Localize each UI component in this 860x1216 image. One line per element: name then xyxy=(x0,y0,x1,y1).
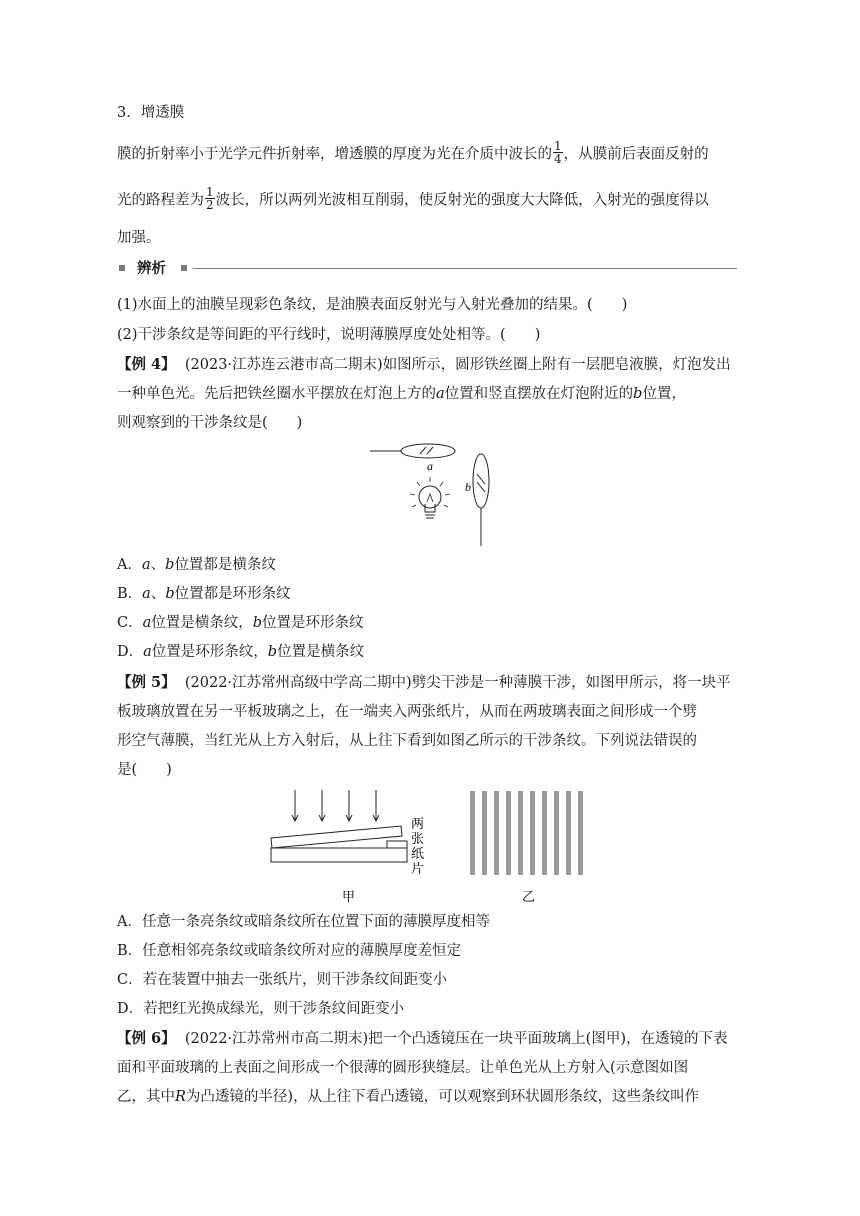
text: 为凸透镜的半径)，从上往下看凸透镜，可以观察到环状圆形条纹，这些条纹叫作 xyxy=(185,1089,700,1105)
incident-light-arrows xyxy=(292,790,379,821)
example-5-line-1 xyxy=(117,673,731,693)
paragraph-line-1 xyxy=(117,139,709,167)
text: 位置是环形条纹 xyxy=(262,615,364,631)
paper-slips xyxy=(387,841,407,848)
example-source: (2022·江苏常州高级中学高二期中) xyxy=(184,675,412,691)
square-bullet-icon xyxy=(119,265,125,271)
figure-yi-caption: 乙 xyxy=(522,890,536,905)
text: 位置都是环形条纹 xyxy=(174,586,291,602)
text: 位置， xyxy=(642,386,686,402)
divider xyxy=(193,268,737,269)
paragraph-line-3: 加强。 xyxy=(117,230,161,246)
variable: b xyxy=(165,586,175,602)
wedge-interference-figure xyxy=(265,786,605,908)
fringe-mark xyxy=(477,482,485,492)
label-a: a xyxy=(427,459,433,473)
variable: a xyxy=(141,557,151,573)
text: 位置是横条纹， xyxy=(151,615,253,631)
variable: b xyxy=(633,386,643,402)
text: 光的路程差为 xyxy=(117,192,204,209)
text: 、 xyxy=(150,586,166,602)
text: 位置是横条纹 xyxy=(277,644,365,660)
example-4-option-a xyxy=(117,555,276,575)
option-key: C． xyxy=(117,615,143,631)
text: ，从膜前后表面反射的 xyxy=(563,146,709,163)
text: 波长，所以两列光波相互削弱，使反射光的强度大大降低，入射光的强度得以 xyxy=(215,192,709,209)
fraction-one-quarter xyxy=(553,140,563,165)
paper-label-char: 片 xyxy=(411,862,425,877)
text: 位置和竖直摆放在灯泡附近的 xyxy=(444,386,634,402)
text: 膜的折射率小于光学元件折射率，增透膜的厚度为光在介质中波长的 xyxy=(117,146,552,163)
paragraph-line-2 xyxy=(117,185,709,213)
paper-label-char: 张 xyxy=(411,832,425,847)
variable: a xyxy=(142,615,152,631)
variable: a xyxy=(436,386,445,402)
option-key: B． xyxy=(117,586,143,602)
example-source: (2023·江苏连云港市高二期末) xyxy=(184,357,383,373)
example-source: (2022·江苏常州市高二期末) xyxy=(184,1031,369,1047)
example-4-line-1 xyxy=(117,355,731,375)
example-tag: 【例 4】 xyxy=(117,356,176,373)
example-5-option-b: B．任意相邻亮条纹或暗条纹所对应的薄膜厚度差恒定 xyxy=(117,943,462,959)
example-tag: 【例 6】 xyxy=(117,1030,176,1047)
example-5-line-3: 形空气薄膜，当红光从上方入射后，从上往下看到如图乙所示的干涉条纹。下列说法错误的 xyxy=(117,733,697,749)
example-5-option-c: C．若在装置中抽去一张纸片，则干涉条纹间距变小 xyxy=(117,972,448,988)
light-bulb-icon xyxy=(419,486,441,518)
figure-jia-caption: 甲 xyxy=(342,890,356,905)
text: 、 xyxy=(150,557,166,573)
fringe-mark xyxy=(420,447,426,454)
example-4-option-b xyxy=(117,584,291,604)
example-6-line-3 xyxy=(117,1087,699,1107)
variable: b xyxy=(165,557,175,573)
text: 把一个凸透镜压在一块平面玻璃上(图甲)，在透镜的下表 xyxy=(368,1031,728,1047)
fringe-mark xyxy=(477,474,485,484)
example-6-line-2: 面和平面玻璃的上表面之间形成一个很薄的圆形狭缝层。让单色光从上方射入(示意图如图 xyxy=(117,1060,689,1076)
fringe-mark xyxy=(427,447,433,454)
fraction-denominator: 4 xyxy=(554,152,562,166)
judge-item-1: (1)水面上的油膜呈现彩色条纹，是油膜表面反射光与入射光叠加的结果。( ) xyxy=(117,297,628,313)
wire-loop-a xyxy=(401,444,455,458)
soap-film-lamp-figure xyxy=(365,436,495,548)
judge-item-2: (2)干涉条纹是等间距的平行线时，说明薄膜厚度处处相等。( ) xyxy=(117,327,541,343)
variable: R xyxy=(175,1089,186,1105)
fraction-denominator: 2 xyxy=(206,198,214,212)
paper-label-char: 两 xyxy=(411,817,425,832)
fraction-one-half xyxy=(205,186,215,211)
variable: a xyxy=(143,644,152,660)
example-5-line-4: 是( ) xyxy=(117,762,172,778)
example-4-option-c xyxy=(117,613,364,633)
example-5-line-2: 板玻璃放置在另一平板玻璃之上，在一端夹入两张纸片，从而在两玻璃表面之间形成一个劈 xyxy=(117,704,697,720)
example-4-line-2 xyxy=(117,384,686,404)
example-6-line-1 xyxy=(117,1029,728,1049)
text: 乙，其中 xyxy=(117,1089,175,1105)
option-key: D． xyxy=(117,644,144,660)
bianxi-label: 辨析 xyxy=(137,260,166,277)
example-4-line-3: 则观察到的干涉条纹是( ) xyxy=(117,415,303,431)
bottom-glass-plate xyxy=(271,848,407,862)
variable: b xyxy=(252,615,263,631)
example-5-option-a: A．任意一条亮条纹或暗条纹所在位置下面的薄膜厚度相等 xyxy=(117,914,490,930)
fraction-numerator: 1 xyxy=(206,185,214,199)
top-glass-plate xyxy=(271,826,402,848)
example-4-option-d xyxy=(117,642,364,662)
example-tag: 【例 5】 xyxy=(117,674,176,691)
text: 如图所示，圆形铁丝圈上附有一层肥皂液膜，灯泡发出 xyxy=(382,357,731,373)
bianxi-header xyxy=(117,258,737,280)
interference-fringes xyxy=(470,791,583,875)
variable: a xyxy=(142,586,151,602)
label-b: b xyxy=(465,480,471,494)
example-5-option-d: D．若把红光换成绿光，则干涉条纹间距变小 xyxy=(117,1001,405,1017)
variable: b xyxy=(267,644,278,660)
section-title: 3．增透膜 xyxy=(117,105,185,121)
text: 一种单色光。先后把铁丝圈水平摆放在灯泡上方的 xyxy=(117,386,436,402)
text: 位置是环形条纹， xyxy=(151,644,268,660)
option-key: A． xyxy=(117,557,142,573)
text: 位置都是横条纹 xyxy=(174,557,276,573)
square-bullet-icon xyxy=(181,265,187,271)
fraction-numerator: 1 xyxy=(554,139,562,153)
paper-label-char: 纸 xyxy=(411,847,425,862)
wire-loop-b xyxy=(473,454,489,508)
text: 劈尖干涉是一种薄膜干涉，如图甲所示，将一块平 xyxy=(411,675,731,691)
